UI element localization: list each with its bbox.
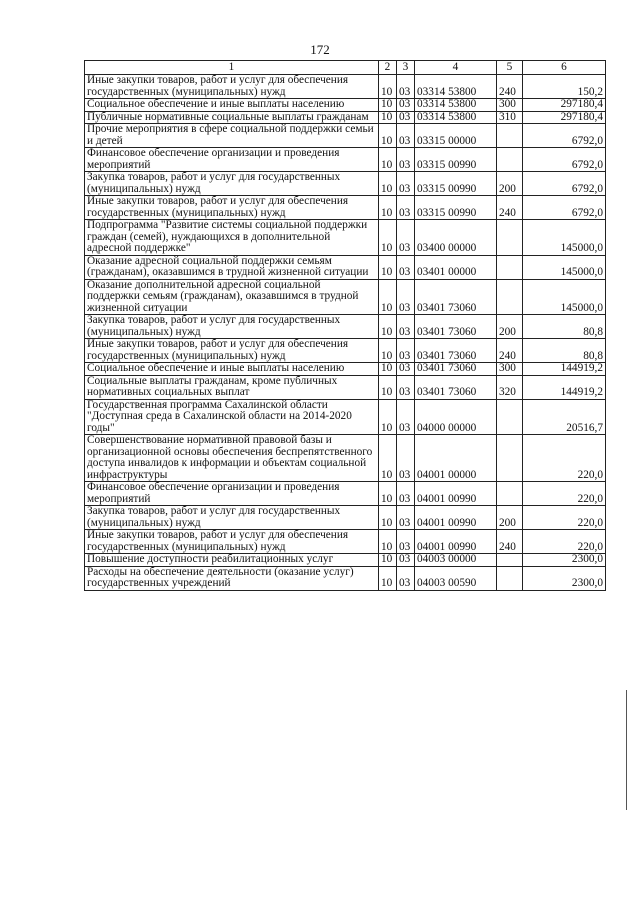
expense-type-code: 240 bbox=[497, 530, 523, 554]
table-row bbox=[85, 220, 606, 256]
row-description: Социальное обеспечение и иные выплаты населению bbox=[85, 99, 379, 112]
amount-value: 144919,2 bbox=[523, 375, 606, 399]
table-row bbox=[85, 148, 606, 172]
section-code: 10 bbox=[379, 482, 397, 506]
expense-type-code bbox=[497, 435, 523, 482]
target-article-code: 04001 00990 bbox=[415, 482, 497, 506]
subsection-code: 03 bbox=[397, 75, 415, 99]
subsection-code: 03 bbox=[397, 554, 415, 567]
column-header: 2 bbox=[379, 61, 397, 75]
target-article-code: 03314 53800 bbox=[415, 75, 497, 99]
column-header: 3 bbox=[397, 61, 415, 75]
amount-value: 6792,0 bbox=[523, 172, 606, 196]
table-row bbox=[85, 506, 606, 530]
section-code: 10 bbox=[379, 399, 397, 435]
target-article-code: 04001 00990 bbox=[415, 506, 497, 530]
column-header: 5 bbox=[497, 61, 523, 75]
expense-type-code bbox=[497, 399, 523, 435]
expense-type-code: 240 bbox=[497, 196, 523, 220]
section-code: 10 bbox=[379, 220, 397, 256]
table-body bbox=[85, 75, 606, 591]
expense-type-code bbox=[497, 124, 523, 148]
expense-type-code: 300 bbox=[497, 363, 523, 376]
amount-value: 2300,0 bbox=[523, 554, 606, 567]
subsection-code: 03 bbox=[397, 506, 415, 530]
section-code: 10 bbox=[379, 99, 397, 112]
subsection-code: 03 bbox=[397, 482, 415, 506]
expense-type-code: 200 bbox=[497, 506, 523, 530]
row-description: Иные закупки товаров, работ и услуг для обеспечения государственных (муниципальных) нужд bbox=[85, 196, 379, 220]
subsection-code: 03 bbox=[397, 172, 415, 196]
row-description: Закупка товаров, работ и услуг для государственных (муниципальных) нужд bbox=[85, 315, 379, 339]
target-article-code: 03315 00990 bbox=[415, 196, 497, 220]
section-code: 10 bbox=[379, 196, 397, 220]
table-row bbox=[85, 315, 606, 339]
table-row bbox=[85, 75, 606, 99]
target-article-code: 04003 00000 bbox=[415, 554, 497, 567]
amount-value: 145000,0 bbox=[523, 220, 606, 256]
amount-value: 297180,4 bbox=[523, 99, 606, 112]
expense-type-code: 320 bbox=[497, 375, 523, 399]
amount-value: 220,0 bbox=[523, 435, 606, 482]
row-description: Финансовое обеспечение организации и проведения мероприятий bbox=[85, 148, 379, 172]
table-row bbox=[85, 363, 606, 376]
subsection-code: 03 bbox=[397, 111, 415, 124]
subsection-code: 03 bbox=[397, 363, 415, 376]
subsection-code: 03 bbox=[397, 220, 415, 256]
target-article-code: 03400 00000 bbox=[415, 220, 497, 256]
subsection-code: 03 bbox=[397, 315, 415, 339]
target-article-code: 03314 53800 bbox=[415, 111, 497, 124]
section-code: 10 bbox=[379, 315, 397, 339]
subsection-code: 03 bbox=[397, 339, 415, 363]
column-header: 1 bbox=[85, 61, 379, 75]
table-row bbox=[85, 482, 606, 506]
row-description: Оказание дополнительной адресной социальной поддержки семьям (гражданам), оказавшимся в трудной жизненной ситуации bbox=[85, 279, 379, 315]
subsection-code: 03 bbox=[397, 255, 415, 279]
table-row bbox=[85, 530, 606, 554]
expense-type-code: 240 bbox=[497, 339, 523, 363]
table-row bbox=[85, 124, 606, 148]
section-code: 10 bbox=[379, 124, 397, 148]
expense-type-code bbox=[497, 554, 523, 567]
section-code: 10 bbox=[379, 554, 397, 567]
target-article-code: 03315 00000 bbox=[415, 124, 497, 148]
page-number: 172 bbox=[310, 42, 330, 57]
expense-type-code bbox=[497, 255, 523, 279]
subsection-code: 03 bbox=[397, 124, 415, 148]
target-article-code: 03401 73060 bbox=[415, 363, 497, 376]
subsection-code: 03 bbox=[397, 99, 415, 112]
section-code: 10 bbox=[379, 566, 397, 590]
row-description: Иные закупки товаров, работ и услуг для обеспечения государственных (муниципальных) нужд bbox=[85, 530, 379, 554]
section-code: 10 bbox=[379, 172, 397, 196]
target-article-code: 03401 73060 bbox=[415, 279, 497, 315]
amount-value: 6792,0 bbox=[523, 124, 606, 148]
section-code: 10 bbox=[379, 339, 397, 363]
subsection-code: 03 bbox=[397, 196, 415, 220]
row-description: Закупка товаров, работ и услуг для государственных (муниципальных) нужд bbox=[85, 172, 379, 196]
subsection-code: 03 bbox=[397, 435, 415, 482]
target-article-code: 03315 00990 bbox=[415, 148, 497, 172]
budget-table bbox=[84, 60, 606, 591]
row-description: Расходы на обеспечение деятельности (оказание услуг) государственных учреждений bbox=[85, 566, 379, 590]
amount-value: 2300,0 bbox=[523, 566, 606, 590]
target-article-code: 03401 00000 bbox=[415, 255, 497, 279]
target-article-code: 03401 73060 bbox=[415, 315, 497, 339]
row-description: Иные закупки товаров, работ и услуг для обеспечения государственных (муниципальных) нужд bbox=[85, 75, 379, 99]
table-row bbox=[85, 279, 606, 315]
table-row bbox=[85, 172, 606, 196]
table-row bbox=[85, 339, 606, 363]
section-code: 10 bbox=[379, 530, 397, 554]
column-header: 6 bbox=[523, 61, 606, 75]
row-description: Закупка товаров, работ и услуг для государственных (муниципальных) нужд bbox=[85, 506, 379, 530]
table-row bbox=[85, 566, 606, 590]
section-code: 10 bbox=[379, 255, 397, 279]
expense-type-code: 310 bbox=[497, 111, 523, 124]
expense-type-code bbox=[497, 220, 523, 256]
expense-type-code: 240 bbox=[497, 75, 523, 99]
section-code: 10 bbox=[379, 363, 397, 376]
section-code: 10 bbox=[379, 279, 397, 315]
subsection-code: 03 bbox=[397, 279, 415, 315]
amount-value: 150,2 bbox=[523, 75, 606, 99]
section-code: 10 bbox=[379, 375, 397, 399]
target-article-code: 03315 00990 bbox=[415, 172, 497, 196]
row-description: Государственная программа Сахалинской области "Доступная среда в Сахалинской области на 2014-2020 годы" bbox=[85, 399, 379, 435]
table-row bbox=[85, 99, 606, 112]
subsection-code: 03 bbox=[397, 375, 415, 399]
amount-value: 220,0 bbox=[523, 482, 606, 506]
subsection-code: 03 bbox=[397, 566, 415, 590]
section-code: 10 bbox=[379, 435, 397, 482]
table-header-row bbox=[85, 61, 606, 75]
subsection-code: 03 bbox=[397, 148, 415, 172]
table-row bbox=[85, 196, 606, 220]
target-article-code: 04001 00990 bbox=[415, 530, 497, 554]
target-article-code: 04001 00000 bbox=[415, 435, 497, 482]
amount-value: 145000,0 bbox=[523, 255, 606, 279]
row-description: Иные закупки товаров, работ и услуг для обеспечения государственных (муниципальных) нужд bbox=[85, 339, 379, 363]
subsection-code: 03 bbox=[397, 399, 415, 435]
target-article-code: 03314 53800 bbox=[415, 99, 497, 112]
section-code: 10 bbox=[379, 148, 397, 172]
target-article-code: 03401 73060 bbox=[415, 339, 497, 363]
row-description: Повышение доступности реабилитационных услуг bbox=[85, 554, 379, 567]
row-description: Оказание адресной социальной поддержки семьям (гражданам), оказавшимся в трудной жизненной ситуации bbox=[85, 255, 379, 279]
row-description: Социальное обеспечение и иные выплаты населению bbox=[85, 363, 379, 376]
table-row bbox=[85, 255, 606, 279]
amount-value: 220,0 bbox=[523, 530, 606, 554]
amount-value: 145000,0 bbox=[523, 279, 606, 315]
expense-type-code: 200 bbox=[497, 315, 523, 339]
expense-type-code bbox=[497, 148, 523, 172]
target-article-code: 04003 00590 bbox=[415, 566, 497, 590]
row-description: Подпрограмма "Развитие системы социальной поддержки граждан (семей), нуждающихся в дополнительной адресной поддержке" bbox=[85, 220, 379, 256]
table-row bbox=[85, 399, 606, 435]
row-description: Прочие мероприятия в сфере социальной поддержки семьи и детей bbox=[85, 124, 379, 148]
expense-type-code: 300 bbox=[497, 99, 523, 112]
amount-value: 20516,7 bbox=[523, 399, 606, 435]
row-description: Социальные выплаты гражданам, кроме публичных нормативных социальных выплат bbox=[85, 375, 379, 399]
table-row bbox=[85, 554, 606, 567]
table-row bbox=[85, 435, 606, 482]
amount-value: 6792,0 bbox=[523, 148, 606, 172]
target-article-code: 04000 00000 bbox=[415, 399, 497, 435]
amount-value: 220,0 bbox=[523, 506, 606, 530]
amount-value: 297180,4 bbox=[523, 111, 606, 124]
section-code: 10 bbox=[379, 506, 397, 530]
expense-type-code bbox=[497, 566, 523, 590]
expense-type-code bbox=[497, 482, 523, 506]
expense-type-code: 200 bbox=[497, 172, 523, 196]
section-code: 10 bbox=[379, 111, 397, 124]
amount-value: 80,8 bbox=[523, 339, 606, 363]
expense-type-code bbox=[497, 279, 523, 315]
target-article-code: 03401 73060 bbox=[415, 375, 497, 399]
row-description: Публичные нормативные социальные выплаты гражданам bbox=[85, 111, 379, 124]
table-row bbox=[85, 111, 606, 124]
amount-value: 6792,0 bbox=[523, 196, 606, 220]
row-description: Финансовое обеспечение организации и проведения мероприятий bbox=[85, 482, 379, 506]
amount-value: 144919,2 bbox=[523, 363, 606, 376]
section-code: 10 bbox=[379, 75, 397, 99]
scan-edge-line bbox=[626, 690, 627, 810]
column-header: 4 bbox=[415, 61, 497, 75]
table-row bbox=[85, 375, 606, 399]
row-description: Совершенствование нормативной правовой базы и организационной основы обеспечения беспрепятственного доступа инвалидов к информации и объектам социальной инфраструктуры bbox=[85, 435, 379, 482]
amount-value: 80,8 bbox=[523, 315, 606, 339]
subsection-code: 03 bbox=[397, 530, 415, 554]
